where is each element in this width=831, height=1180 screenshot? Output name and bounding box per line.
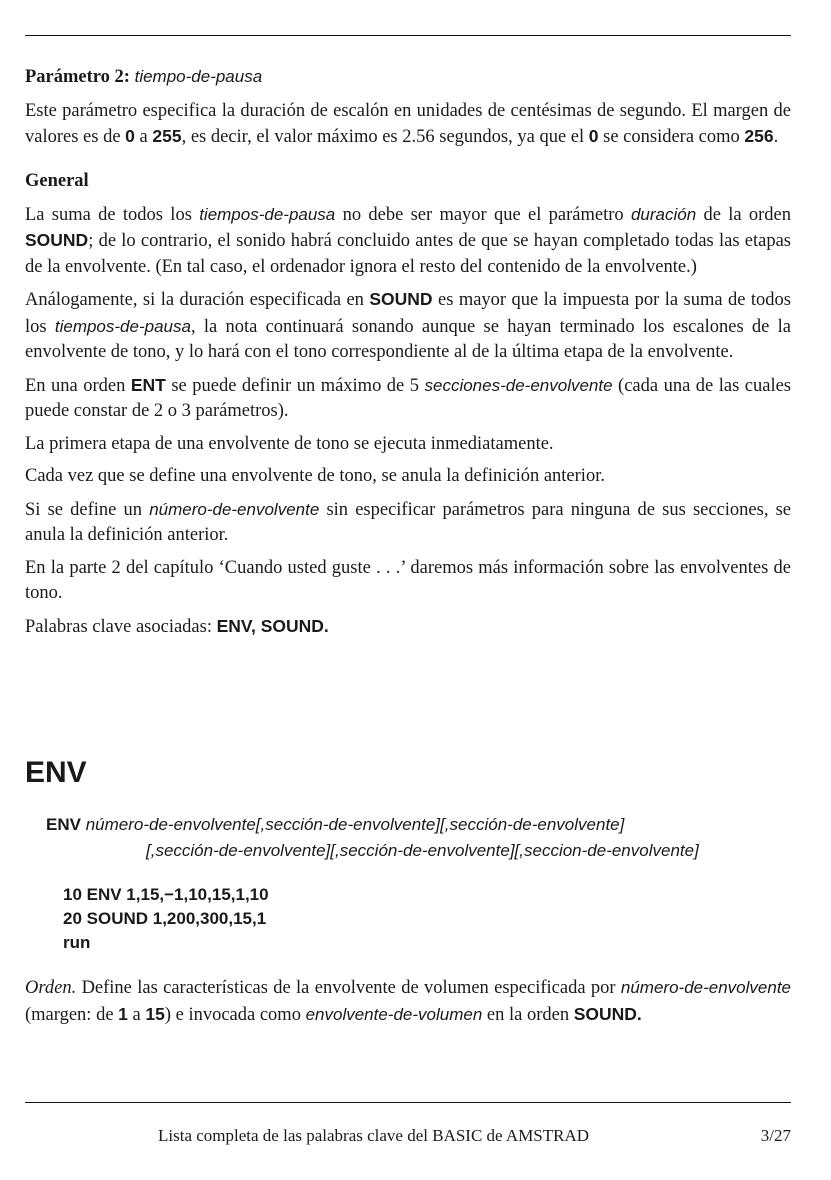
term: número-de-envolvente (149, 499, 320, 519)
code-line: run (63, 933, 91, 952)
orden-paragraph (25, 975, 791, 1028)
text: ; de lo contrario, el sonido habrá concluido antes de que se hayan completado todas las etapas de la envolvente. (En tal caso, el ordenador ignora el resto del contenido de la envolvente.) (25, 231, 791, 277)
text: Si se define un (25, 499, 150, 520)
text: se considera como (598, 127, 745, 147)
syntax-block (46, 812, 699, 864)
text: a (134, 127, 153, 147)
text: , es decir, el valor máximo es 2.56 segundos, ya que el (181, 127, 589, 147)
text: se puede definir un máximo de 5 (165, 375, 425, 396)
general-paragraph-2 (25, 287, 791, 366)
param2-label: Parámetro 2: (25, 67, 130, 87)
keyword: ENT (130, 374, 166, 395)
value-zero: 0 (125, 126, 135, 146)
keyword-list: ENV, SOUND. (216, 615, 329, 636)
term: envolvente-de-volumen (305, 1004, 483, 1024)
syntax-line-1 (46, 812, 699, 838)
value-zero: 0 (588, 126, 599, 146)
text: Este parámetro especifica la duración de escalón en unidades de centésimas de segundo. El margen de valores es de (25, 100, 791, 147)
param2-heading (25, 64, 791, 91)
text: (cada una de las cuales puede constar de 2 o 3 parámetros). (25, 375, 791, 421)
text: , la nota continuará sonando aunque se hayan terminado los escalones de la envolvente de tono, y lo hará con el tono correspondiente al de la última etapa de la envolvente. (25, 316, 791, 362)
value: 1 (118, 1003, 128, 1024)
code-example (63, 883, 269, 955)
text: Define las características de la envolvente de volumen especificada por (76, 978, 621, 998)
main-content (25, 64, 791, 647)
code-line: 10 ENV 1,15,−1,10,15,1,10 (63, 885, 269, 904)
general-heading: General (25, 170, 89, 191)
value: 15 (145, 1003, 165, 1024)
text: sin especificar parámetros para ninguna de sus secciones, se anula la definición anterior. (25, 499, 792, 545)
orden-label: Orden. (25, 978, 77, 998)
general-paragraph-3 (25, 373, 791, 425)
code-line: 20 SOUND 1,200,300,15,1 (63, 909, 267, 928)
keyword: SOUND (369, 289, 433, 309)
text: La suma de todos los (25, 204, 200, 225)
syntax-args-1: número-de-envolvente[,sección-de-envolvente][,sección-de-envolvente] (85, 815, 625, 834)
general-paragraph-5: Cada vez que se define una envolvente de tono, se anula la definición anterior. (25, 466, 605, 486)
text: a (127, 1004, 146, 1025)
text: es mayor que la impuesta por la suma de todos los (25, 290, 791, 337)
top-rule (25, 35, 791, 36)
footer-rule (25, 1102, 791, 1103)
related-keywords (25, 614, 791, 641)
param2-name: tiempo-de-pausa (134, 67, 263, 86)
text: En una orden (25, 375, 131, 396)
text: en la orden (482, 1004, 574, 1025)
term: duración (630, 204, 697, 224)
syntax-line-2 (46, 838, 699, 864)
term: tiempos-de-pausa (199, 204, 336, 224)
text: Palabras clave asociadas: (25, 616, 217, 637)
text: Análogamente, si la duración especificada en (25, 290, 370, 310)
general-paragraph-1 (25, 202, 791, 281)
text: ) e invocada como (164, 1004, 306, 1025)
general-paragraph-6 (25, 497, 791, 549)
keyword: SOUND. (573, 1003, 642, 1024)
page-number: 3/27 (760, 1126, 791, 1145)
term: secciones-de-envolvente (424, 375, 613, 395)
syntax-keyword: ENV (46, 815, 81, 834)
param2-description (25, 99, 791, 151)
command-description (25, 975, 791, 1035)
text: (margen: de (25, 1004, 119, 1025)
general-paragraph-7: En la parte 2 del capítulo ‘Cuando usted guste . . .’ daremos más información sobre las envolventes de tono. (25, 557, 791, 603)
footer-title: Lista completa de las palabras clave del BASIC de AMSTRAD (158, 1126, 590, 1145)
value-256: 256 (744, 126, 774, 146)
general-paragraph-4: La primera etapa de una envolvente de tono se ejecuta inmediatamente. (25, 433, 554, 454)
keyword: SOUND (25, 230, 89, 250)
value-max: 255 (152, 126, 182, 146)
term: número-de-envolvente (620, 978, 791, 997)
syntax-args-2: [,sección-de-envolvente][,sección-de-envolvente][,seccion-de-envolvente] (146, 841, 699, 860)
section-title: ENV (25, 756, 87, 789)
text: . (773, 127, 779, 147)
text: de la orden (696, 204, 791, 225)
term: tiempos-de-pausa (54, 316, 191, 336)
text: no debe ser mayor que el parámetro (335, 204, 631, 225)
